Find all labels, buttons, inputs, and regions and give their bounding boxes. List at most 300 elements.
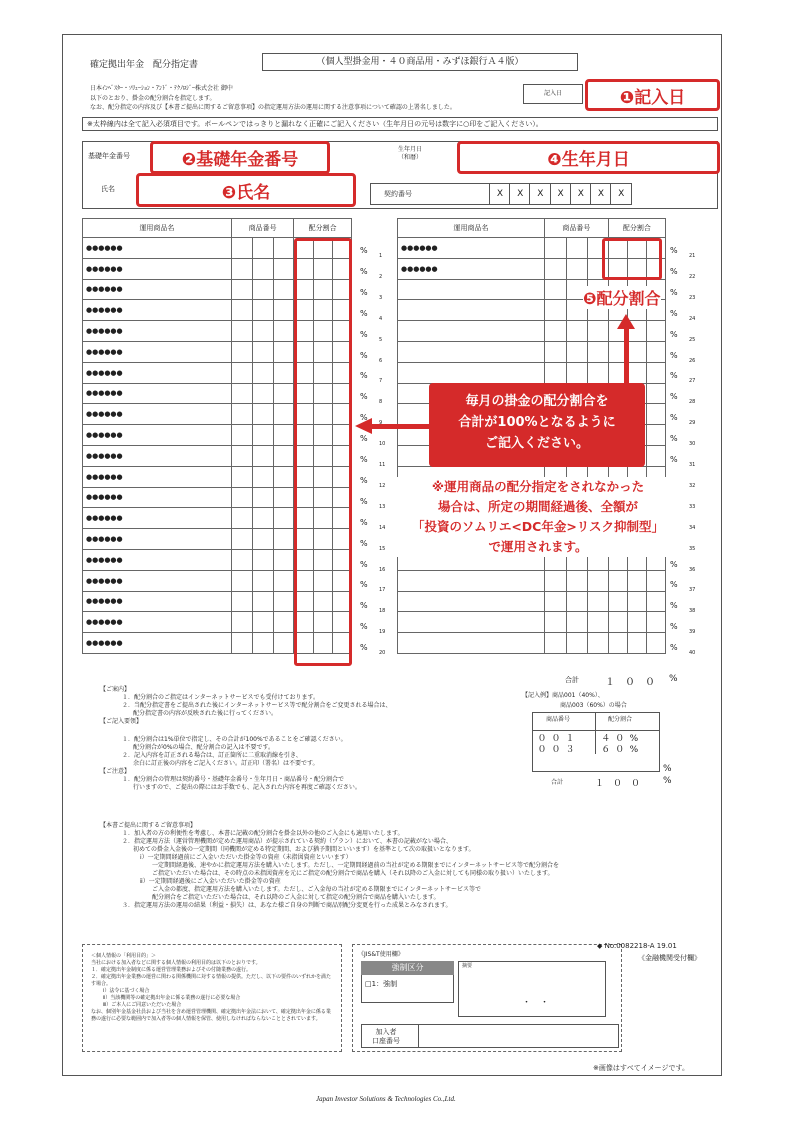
- left-code-cell[interactable]: [253, 570, 274, 591]
- dob-label-main: 生年月日: [398, 146, 423, 153]
- form-title: 確定拠出年金 配分指定書: [90, 60, 199, 70]
- example-r1-c1: ０: [537, 734, 547, 744]
- table-row: [398, 612, 666, 633]
- left-code-cell[interactable]: [253, 383, 274, 404]
- right-header-product: 運用商品名: [398, 219, 545, 238]
- left-percent-sign: %: [360, 475, 368, 485]
- left-percent-sign: %: [360, 601, 368, 611]
- arrow-left-icon: [355, 418, 372, 434]
- left-percent-sign: %: [360, 643, 368, 653]
- left-code-cell[interactable]: [231, 445, 252, 466]
- contract-no-cell: X: [550, 183, 571, 205]
- right-ratio-cell[interactable]: [646, 383, 665, 404]
- left-code-cell[interactable]: [231, 300, 252, 321]
- example-r2-pct: %: [629, 745, 639, 755]
- right-row-number: 40: [689, 650, 696, 657]
- notes-guide-2b: 配分指定書の内容が反映された後に行ってください。: [133, 710, 278, 717]
- right-ratio-cell[interactable]: [608, 612, 627, 633]
- right-code-cell[interactable]: [544, 570, 566, 591]
- note-line-1: ※運用商品の配分指定をされなかった: [431, 479, 645, 494]
- example-r1-r3: ０: [615, 734, 625, 744]
- right-percent-sign: %: [670, 329, 678, 339]
- right-percent-sign: %: [670, 413, 678, 423]
- left-product-cell: ●●●●●●: [83, 404, 232, 425]
- right-ratio-cell[interactable]: [646, 633, 665, 654]
- right-code-cell[interactable]: [587, 591, 608, 612]
- right-row-number: 39: [689, 629, 696, 636]
- left-code-cell[interactable]: [253, 612, 274, 633]
- left-product-cell: ●●●●●●: [83, 341, 232, 362]
- right-ratio-cell[interactable]: [646, 591, 665, 612]
- arrow-left-shaft: [372, 424, 430, 429]
- left-row-number: 12: [379, 482, 386, 489]
- remarks-dots: ・ ・: [522, 998, 550, 1008]
- right-product-cell: ●●●●●●: [398, 238, 545, 259]
- right-header-ratio: 配分割合: [608, 219, 665, 238]
- right-row-number: 23: [689, 294, 696, 301]
- right-ratio-cell[interactable]: [646, 341, 665, 362]
- left-code-cell[interactable]: [253, 508, 274, 529]
- left-code-cell[interactable]: [253, 238, 274, 259]
- example-r1-r2: ４: [601, 734, 611, 744]
- jis-label: 《JIS&T使用欄》: [358, 951, 404, 958]
- notes-submit-2ii: ⅱ）一定期間経過後にご入金いただいた掛金等の資産: [140, 878, 281, 885]
- left-product-cell: ●●●●●●: [83, 383, 232, 404]
- right-percent-sign: %: [670, 287, 678, 297]
- right-code-cell[interactable]: [587, 612, 608, 633]
- left-code-cell[interactable]: [231, 549, 252, 570]
- right-row-number: 30: [689, 441, 696, 448]
- contract-no-cell: X: [529, 183, 550, 205]
- right-percent-sign: %: [670, 246, 678, 255]
- contract-no-cell: X: [590, 183, 611, 205]
- bank-reception-label: 《金融機関受付欄》: [638, 954, 701, 962]
- right-code-cell[interactable]: [566, 321, 587, 342]
- left-percent-sign: %: [360, 517, 368, 527]
- left-product-cell: ●●●●●●: [83, 425, 232, 446]
- addressee: 日本ｲﾝﾍﾞｽﾀｰ・ｿﾘｭｰｼｮﾝ・ｱﾝﾄﾞ・ﾃｸﾉﾛｼﾞｰ株式会社 御中: [90, 85, 233, 92]
- right-row-number: 24: [689, 315, 696, 322]
- right-code-cell[interactable]: [587, 633, 608, 654]
- right-ratio-cell[interactable]: [627, 633, 646, 654]
- left-code-cell[interactable]: [253, 341, 274, 362]
- example-r3-pct: %: [663, 764, 672, 774]
- right-row-number: 28: [689, 399, 696, 406]
- left-code-cell[interactable]: [274, 425, 294, 446]
- left-code-cell[interactable]: [274, 279, 294, 300]
- right-row-number: 22: [689, 273, 696, 280]
- right-code-cell[interactable]: [544, 612, 566, 633]
- example-subtitle: 商品003（60%）の場合: [560, 702, 627, 709]
- right-row-number: 26: [689, 357, 696, 364]
- left-code-cell[interactable]: [274, 258, 294, 279]
- left-code-cell[interactable]: [253, 300, 274, 321]
- notes-heading-caution: 【ご注意】: [100, 768, 131, 775]
- notes-submit-2ii-c: 配分割合をご指定いただいた場合は、それ以降のご入金に対して指定の配分割合で商品を購入いたします。: [152, 894, 440, 901]
- right-code-cell[interactable]: [566, 570, 587, 591]
- left-header-product: 運用商品名: [83, 219, 232, 238]
- left-code-cell[interactable]: [253, 321, 274, 342]
- left-code-cell[interactable]: [274, 591, 294, 612]
- right-code-cell[interactable]: [566, 258, 587, 279]
- callout-line-1: 毎月の掛金の配分割合を: [465, 394, 609, 409]
- left-product-cell: ●●●●●●: [83, 591, 232, 612]
- left-code-cell[interactable]: [274, 300, 294, 321]
- left-row-number: 13: [379, 503, 386, 510]
- callout-line-2: 合計が100%となるように: [458, 415, 616, 430]
- left-row-number: 16: [379, 566, 386, 573]
- left-code-cell[interactable]: [253, 279, 274, 300]
- right-percent-sign: %: [670, 350, 678, 360]
- contract-no-cell: X: [489, 183, 510, 205]
- example-r2-c1: ０: [537, 745, 547, 755]
- left-code-cell[interactable]: [274, 445, 294, 466]
- right-ratio-highlight: [602, 238, 662, 280]
- notes-caution-1: １．配分割合の管理は契約番号・基礎年金番号・生年月日・商品番号・配分割合で: [122, 776, 345, 783]
- left-row-number: 11: [379, 462, 386, 468]
- member-label-1: 加入者: [375, 1028, 397, 1036]
- notes-heading-guide: 【ご案内】: [100, 686, 131, 693]
- left-code-cell[interactable]: [253, 258, 274, 279]
- left-product-cell: ●●●●●●: [83, 362, 232, 383]
- notes-guide-2: ２．当配分指定書をご提出された後にインターネットサービス等で配分割合をご変更される場合は、: [122, 702, 392, 709]
- annotation-dob[interactable]: ❹生年月日: [457, 141, 720, 174]
- notes-submit-2i-b: 一定期間経過後、速やかに指定運用方法を購入いたします。ただし、一定期間経過前の当社が定める期限までにインターネットサービス等で配分割合を: [152, 862, 559, 869]
- left-row-number: 15: [379, 545, 386, 552]
- left-code-cell[interactable]: [274, 487, 294, 508]
- notes-caution-1b: 行いますので、ご提出の際にはお手数でも、記入された内容を再度ご確認ください。: [133, 784, 361, 791]
- privacy-line-2: 当社における加入者などに関する個人情報の利用目的は以下のとおりです。: [91, 960, 261, 966]
- left-header-code: 商品番号: [231, 219, 293, 238]
- left-row-number: 2: [379, 273, 383, 280]
- left-code-cell[interactable]: [231, 487, 252, 508]
- right-ratio-cell[interactable]: [627, 362, 646, 383]
- left-row-number: 4: [379, 315, 383, 322]
- right-row-number: 36: [689, 566, 696, 573]
- right-product-cell: [398, 341, 545, 362]
- right-ratio-cell[interactable]: [608, 591, 627, 612]
- notes-heading-submit: 【本書ご提出に関するご留意事項】: [100, 822, 197, 829]
- right-row-number: 37: [689, 587, 696, 594]
- right-header-code: 商品番号: [544, 219, 608, 238]
- left-code-cell[interactable]: [231, 238, 252, 259]
- right-code-cell[interactable]: [587, 341, 608, 362]
- compulsory-option[interactable]: □1：強制: [365, 980, 398, 988]
- right-row-number: 35: [689, 545, 696, 552]
- right-ratio-cell[interactable]: [627, 591, 646, 612]
- right-percent-sign: %: [670, 308, 678, 318]
- right-row-number: 21: [689, 253, 696, 259]
- left-code-cell[interactable]: [274, 466, 294, 487]
- pension-no-label: 基礎年金番号: [88, 152, 130, 160]
- right-code-cell[interactable]: [587, 321, 608, 342]
- right-product-cell: [398, 300, 545, 321]
- right-ratio-cell[interactable]: [608, 633, 627, 654]
- remarks-label: 摘要: [462, 963, 473, 969]
- total-label: 合計: [565, 676, 579, 684]
- notes-section: [100, 686, 500, 792]
- right-percent-sign: %: [670, 371, 678, 381]
- right-code-cell[interactable]: [566, 362, 587, 383]
- left-product-cell: ●●●●●●: [83, 529, 232, 550]
- right-header-row: [398, 219, 666, 238]
- table-row: [398, 633, 666, 654]
- member-label-2: 口座番号: [372, 1037, 400, 1045]
- right-ratio-cell[interactable]: [608, 570, 627, 591]
- arrow-up-icon: [617, 314, 635, 329]
- example-ratio-label: 配分割合: [608, 716, 633, 723]
- left-row-number: 20: [379, 650, 386, 657]
- privacy-line-4: ２．確定拠出年金業務の運営に関わる関係機関に対する情報の提供。ただし、以下の要件のいずれかを満たす場合。: [91, 974, 332, 987]
- right-product-cell: [398, 362, 545, 383]
- right-ratio-cell[interactable]: [646, 404, 665, 425]
- instruction-callout: [429, 383, 645, 467]
- right-code-cell[interactable]: [566, 238, 587, 259]
- left-product-cell: ●●●●●●: [83, 549, 232, 570]
- left-code-cell[interactable]: [274, 508, 294, 529]
- left-row-number: 3: [379, 294, 383, 301]
- left-code-cell[interactable]: [253, 591, 274, 612]
- privacy-title: ＜個人情報の「利用目的」＞: [91, 953, 157, 959]
- right-code-cell[interactable]: [587, 570, 608, 591]
- left-percent-sign: %: [360, 559, 368, 569]
- left-code-cell[interactable]: [231, 279, 252, 300]
- left-row-number: 6: [379, 357, 383, 364]
- left-code-cell[interactable]: [253, 487, 274, 508]
- notes-fill-1b: 配分割合が0%の場合、配分割合の記入は不要です。: [133, 744, 275, 751]
- right-code-cell[interactable]: [544, 321, 566, 342]
- note-line-4: で運用されます。: [488, 539, 588, 554]
- left-code-cell[interactable]: [274, 404, 294, 425]
- left-percent-sign: %: [360, 350, 368, 360]
- left-code-cell[interactable]: [253, 529, 274, 550]
- left-code-cell[interactable]: [231, 633, 252, 654]
- total-percent: %: [669, 674, 678, 684]
- left-percent-sign: %: [360, 392, 368, 402]
- left-percent-sign: %: [360, 246, 368, 255]
- table-row: [398, 591, 666, 612]
- left-product-cell: ●●●●●●: [83, 321, 232, 342]
- right-code-cell[interactable]: [566, 591, 587, 612]
- remarks-box: [458, 961, 606, 1017]
- right-code-cell[interactable]: [544, 341, 566, 362]
- right-ratio-cell[interactable]: [646, 445, 665, 466]
- arrow-up-shaft: [624, 328, 629, 383]
- left-percent-sign: %: [360, 413, 368, 423]
- left-code-cell[interactable]: [253, 633, 274, 654]
- left-row-number: 14: [379, 524, 386, 531]
- left-row-number: 19: [379, 629, 386, 636]
- right-percent-sign: %: [670, 559, 678, 569]
- left-code-cell[interactable]: [231, 612, 252, 633]
- right-percent-sign: %: [670, 455, 678, 464]
- right-ratio-cell[interactable]: [646, 321, 665, 342]
- notes-submit-3: ３．指定運用方法の運用の結果（利益・損失）は、あなた様ご自身の判断で商品別配分変更を行った成果とみなされます。: [122, 902, 452, 909]
- document-number: ◆ No.0082218-A 19.01: [597, 942, 677, 950]
- privacy-line-8: なお、個別年金基金社員および当社を含め運営管理機関、確定拠出年金法において、確定拠出年金に係る業務の遂行に必要な範囲内で加入者等の個人情報を保管、使用しなければならないこととされています。: [91, 1009, 331, 1022]
- left-code-cell[interactable]: [274, 321, 294, 342]
- right-code-cell[interactable]: [544, 591, 566, 612]
- left-product-cell: ●●●●●●: [83, 258, 232, 279]
- right-row-number: 25: [689, 336, 696, 343]
- left-code-cell[interactable]: [231, 529, 252, 550]
- right-percent-sign: %: [670, 643, 678, 653]
- right-ratio-cell[interactable]: [627, 341, 646, 362]
- left-percent-sign: %: [360, 287, 368, 297]
- example-r1-c2: ０: [551, 734, 561, 744]
- callout-line-3: ご記入ください。: [484, 436, 589, 451]
- right-ratio-cell[interactable]: [646, 425, 665, 446]
- left-code-cell[interactable]: [231, 425, 252, 446]
- left-code-cell[interactable]: [231, 466, 252, 487]
- right-row-number: 32: [689, 482, 696, 489]
- right-product-cell: [398, 321, 545, 342]
- left-row-number: 10: [379, 441, 386, 448]
- left-product-cell: ●●●●●●: [83, 466, 232, 487]
- right-row-number: 38: [689, 608, 696, 615]
- example-total-value: １ ０ ０: [595, 779, 641, 789]
- left-product-cell: ●●●●●●: [83, 445, 232, 466]
- right-ratio-cell[interactable]: [646, 362, 665, 383]
- right-row-number: 33: [689, 503, 696, 510]
- right-row-number: 34: [689, 524, 696, 531]
- left-percent-sign: %: [360, 329, 368, 339]
- privacy-line-7: ⅲ）ご本人にご同意いただいた場合: [103, 1002, 182, 1008]
- left-percent-sign: %: [360, 455, 368, 464]
- left-code-cell[interactable]: [274, 383, 294, 404]
- left-percent-sign: %: [360, 580, 368, 590]
- right-code-cell[interactable]: [566, 633, 587, 654]
- privacy-line-6: ⅱ）当該機関等の確定拠出年金に係る業務の遂行に必要な場合: [103, 995, 241, 1001]
- annotation-name[interactable]: ❸氏名: [136, 173, 356, 207]
- left-code-cell[interactable]: [274, 238, 294, 259]
- example-r2-c2: ０: [551, 745, 561, 755]
- left-code-cell[interactable]: [274, 612, 294, 633]
- right-percent-sign: %: [670, 266, 678, 276]
- right-ratio-cell[interactable]: [646, 612, 665, 633]
- right-product-cell: [398, 570, 545, 591]
- left-product-cell: ●●●●●●: [83, 238, 232, 259]
- compulsory-label: 強制区分: [361, 961, 454, 975]
- left-code-cell[interactable]: [231, 591, 252, 612]
- example-total-pct: %: [663, 776, 672, 786]
- right-code-cell[interactable]: [544, 633, 566, 654]
- left-percent-sign: %: [360, 308, 368, 318]
- notes-submit-2: ２．指定運用方法（運営管理機関が定めた運用商品）が提示されている契約（プラン）において、本書の記載がない場合、: [122, 838, 452, 845]
- annotation-entry-date: ❶記入日: [585, 79, 720, 111]
- right-product-cell: ●●●●●●: [398, 258, 545, 279]
- notes-fill-2b: 余白に訂正後の内容をご記入ください。訂正印（署名）は不要です。: [133, 760, 319, 767]
- left-code-cell[interactable]: [274, 633, 294, 654]
- image-note: ※画像はすべてイメージです。: [593, 1064, 689, 1072]
- left-row-number: 1: [379, 253, 383, 259]
- right-ratio-cell[interactable]: [646, 570, 665, 591]
- left-code-cell[interactable]: [253, 549, 274, 570]
- left-percent-sign: %: [360, 496, 368, 506]
- left-percent-sign: %: [360, 266, 368, 276]
- example-r1-c3: １: [565, 734, 575, 744]
- left-product-cell: ●●●●●●: [83, 508, 232, 529]
- left-code-cell[interactable]: [231, 508, 252, 529]
- left-code-cell[interactable]: [253, 466, 274, 487]
- right-percent-sign: %: [670, 601, 678, 611]
- dob-label: [398, 146, 422, 162]
- right-code-cell[interactable]: [544, 238, 566, 259]
- left-product-cell: ●●●●●●: [83, 612, 232, 633]
- right-ratio-cell[interactable]: [627, 570, 646, 591]
- notes-fill-2: ２．記入内容を訂正される場合は、訂正箇所に二重取消線を引き、: [122, 752, 302, 759]
- right-product-cell: [398, 591, 545, 612]
- left-code-cell[interactable]: [231, 383, 252, 404]
- right-code-cell[interactable]: [544, 362, 566, 383]
- right-row-number: 29: [689, 420, 696, 427]
- right-code-cell[interactable]: [544, 300, 566, 321]
- example-total-label: 合計: [551, 779, 564, 786]
- right-ratio-cell[interactable]: [627, 612, 646, 633]
- left-product-cell: ●●●●●●: [83, 633, 232, 654]
- right-code-cell[interactable]: [544, 279, 566, 300]
- left-code-cell[interactable]: [231, 570, 252, 591]
- notes-fill-1: １．配分割合は1%単位で指定し、その合計が100%であることをご確認ください。: [122, 736, 347, 743]
- dob-label-sub: （和暦）: [398, 154, 423, 161]
- left-product-cell: ●●●●●●: [83, 279, 232, 300]
- left-code-cell[interactable]: [274, 362, 294, 383]
- contract-no-cell: X: [509, 183, 530, 205]
- right-code-cell[interactable]: [587, 362, 608, 383]
- right-percent-sign: %: [670, 392, 678, 402]
- example-r1-pct: %: [629, 734, 639, 744]
- left-code-cell[interactable]: [253, 425, 274, 446]
- notes-submit-2b: 初めての掛金入金後の一定期間（同機関が定める特定期間、および猶予期間といいます）を基準として次の取扱いとなります。: [133, 846, 475, 853]
- table-row: [398, 570, 666, 591]
- left-code-cell[interactable]: [274, 549, 294, 570]
- left-code-cell[interactable]: [253, 362, 274, 383]
- contract-no-cell: X: [570, 183, 591, 205]
- notes-submit-2ii-b: ご入金の都度、指定運用方法を購入いたします。ただし、ご入金毎の当社が定める期限までにインターネットサービス等で: [152, 886, 481, 893]
- notice-bar: ※太枠線内は全て記入必須項目です。ボールペンではっきりと漏れなく正確にご記入ください（生年月日の元号は数字に○印をご記入ください）。: [82, 117, 718, 131]
- right-code-cell[interactable]: [566, 341, 587, 362]
- right-row-number: 31: [689, 462, 696, 468]
- privacy-line-3: １．確定拠出年金制度に係る運営管理業務およびその付随業務の遂行。: [91, 967, 252, 973]
- left-code-cell[interactable]: [231, 404, 252, 425]
- notes-submit-1: １．加入者の方の利便性を考慮し、本書に記載の配分割合を掛金以外の他のご入金にも適用いたします。: [122, 830, 404, 837]
- left-code-cell[interactable]: [231, 321, 252, 342]
- right-product-cell: [398, 612, 545, 633]
- left-code-cell[interactable]: [274, 341, 294, 362]
- left-code-cell[interactable]: [274, 529, 294, 550]
- entry-date-label: 記入日: [523, 84, 583, 104]
- left-code-cell[interactable]: [253, 445, 274, 466]
- annotation-pension-no[interactable]: ❷基礎年金番号: [150, 141, 330, 174]
- left-header-row: [83, 219, 352, 238]
- notes-submit-2i: ⅰ）一定期間経過前にご入金いただいた掛金等の資産（未指図資産といいます）: [140, 854, 352, 861]
- example-code-label: 商品番号: [546, 716, 571, 723]
- right-product-cell: [398, 279, 545, 300]
- left-code-cell[interactable]: [231, 362, 252, 383]
- left-product-cell: ●●●●●●: [83, 487, 232, 508]
- total-value: １ ０ ０: [605, 677, 655, 688]
- right-code-cell[interactable]: [566, 612, 587, 633]
- left-code-cell[interactable]: [253, 404, 274, 425]
- right-code-cell[interactable]: [544, 258, 566, 279]
- left-row-number: 8: [379, 399, 383, 406]
- left-code-cell[interactable]: [274, 570, 294, 591]
- example-r2-r2: ６: [601, 745, 611, 755]
- annotation-ratio: ❺配分割合: [583, 286, 661, 309]
- left-code-cell[interactable]: [231, 341, 252, 362]
- contract-no-cell: X: [610, 183, 631, 205]
- left-code-cell[interactable]: [231, 258, 252, 279]
